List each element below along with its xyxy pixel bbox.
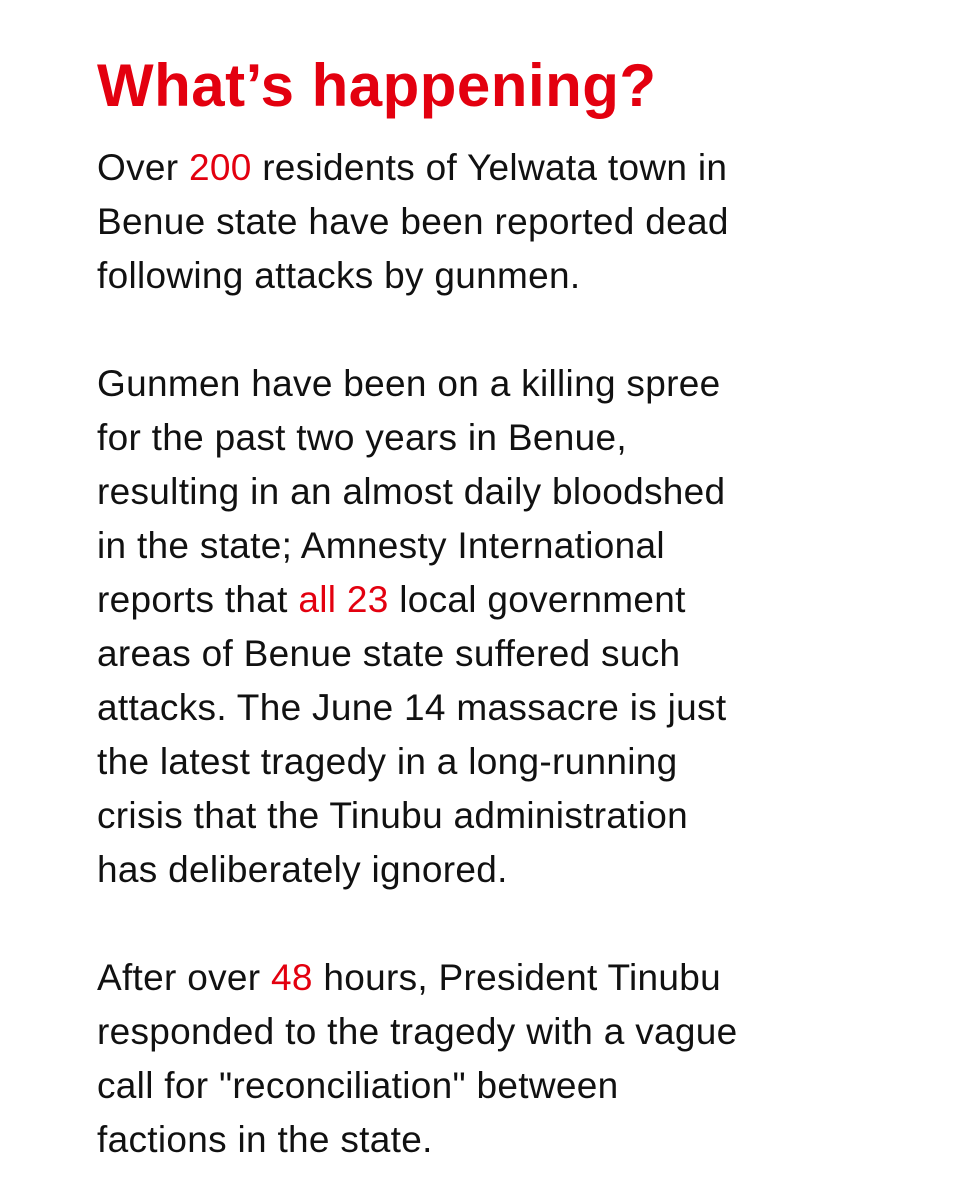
- text-line: [97, 465, 897, 519]
- text-segment: responded to the tragedy with a vague: [97, 1011, 738, 1052]
- text-segment: has deliberately ignored.: [97, 849, 508, 890]
- paragraph-3: [97, 951, 897, 1167]
- text-segment: crisis that the Tinubu administration: [97, 795, 689, 836]
- text-segment: in the state; Amnesty International: [97, 525, 665, 566]
- text-segment: Benue state have been reported dead: [97, 201, 729, 242]
- text-line: [97, 627, 897, 681]
- highlighted-figure: 48: [270, 957, 313, 998]
- text-segment: factions in the state.: [97, 1119, 433, 1160]
- text-line: [97, 735, 897, 789]
- article-body: [97, 50, 897, 1167]
- text-line: [97, 1059, 897, 1113]
- text-line: [97, 249, 897, 303]
- text-segment: following attacks by gunmen.: [97, 255, 581, 296]
- text-segment: areas of Benue state suffered such: [97, 633, 681, 674]
- text-segment: local government: [388, 579, 686, 620]
- text-line: [97, 843, 897, 897]
- text-segment: hours, President Tinubu: [312, 957, 722, 998]
- text-segment: residents of Yelwata town in: [251, 147, 728, 188]
- headline: What’s happening?: [97, 52, 657, 119]
- text-segment: resulting in an almost daily bloodshed: [97, 471, 726, 512]
- highlighted-figure: all 23: [298, 579, 389, 620]
- text-line: [97, 951, 897, 1005]
- text-line: [97, 519, 897, 573]
- highlighted-figure: 200: [188, 147, 252, 188]
- text-segment: call for "reconciliation" between: [97, 1065, 619, 1106]
- text-line: [97, 1005, 897, 1059]
- text-line: [97, 573, 897, 627]
- text-segment: reports that: [97, 579, 299, 620]
- text-line: [97, 357, 897, 411]
- text-line: [97, 141, 897, 195]
- text-segment: for the past two years in Benue,: [97, 417, 627, 458]
- text-line: [97, 195, 897, 249]
- text-line: [97, 681, 897, 735]
- text-segment: After over: [97, 957, 271, 998]
- text-line: [97, 1113, 897, 1167]
- paragraph-2: [97, 357, 897, 897]
- text-segment: Gunmen have been on a killing spree: [97, 363, 721, 404]
- text-line: [97, 789, 897, 843]
- text-segment: attacks. The June 14 massacre is just: [97, 687, 727, 728]
- text-segment: the latest tragedy in a long-running: [97, 741, 678, 782]
- paragraph-1: [97, 141, 897, 303]
- text-segment: Over: [97, 147, 189, 188]
- text-line: [97, 411, 897, 465]
